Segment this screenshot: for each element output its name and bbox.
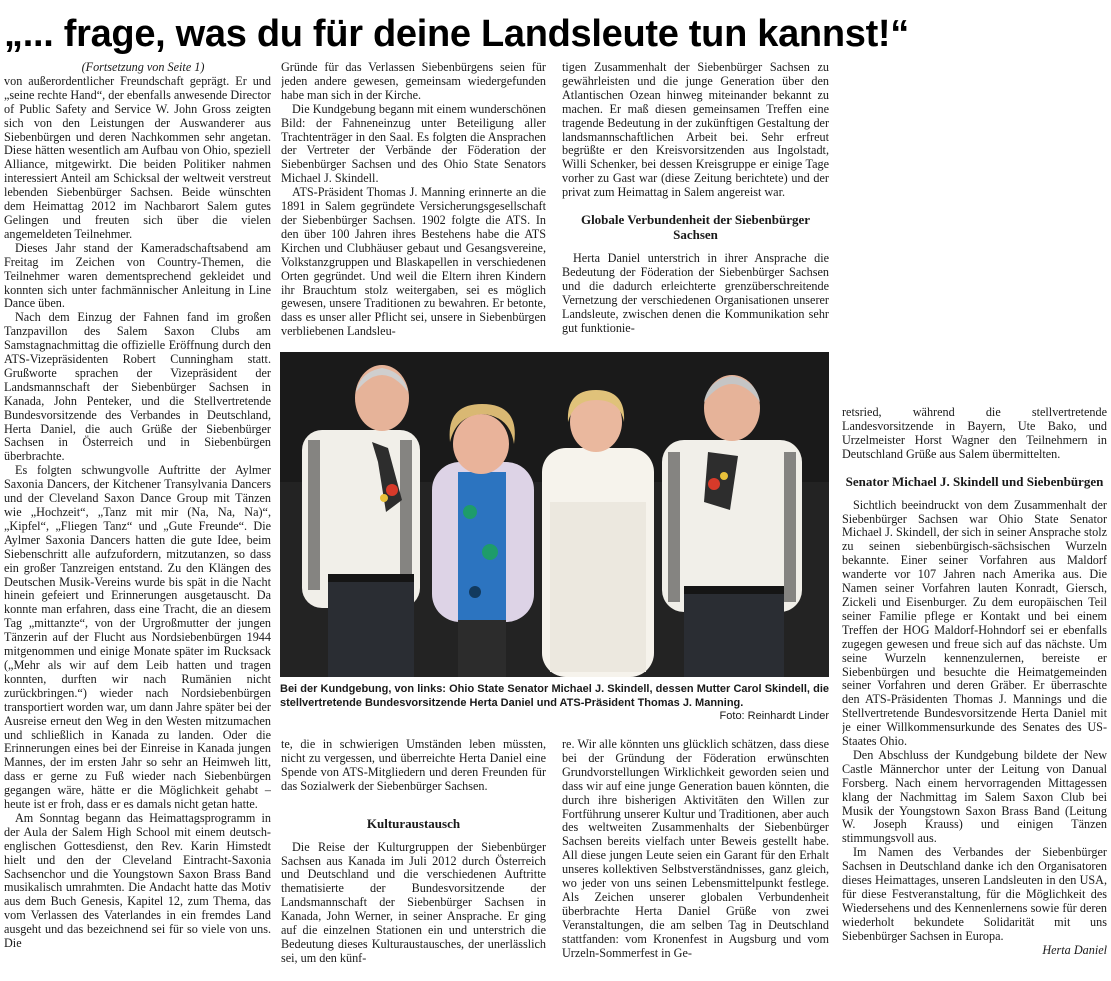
- article-column-1: [4, 61, 271, 978]
- author-signature: Herta Daniel: [1042, 942, 1107, 957]
- paragraph: te, die in schwierigen Umständen leben müssten, nicht zu vergessen, und überreichte Herta Daniel eine Spende von ATS-Mitgliedern und deren Freunden für das Sozialwerk der Siebenbürger Sachsen.: [281, 738, 546, 793]
- subheading-kulturaustausch: Kulturaustausch: [366, 815, 461, 831]
- paragraph: Sichtlich beeindruckt von dem Zusammenhalt der Siebenbürger Sachsen war Ohio State Senator Michael J. Skindell, der sich in seiner Ansprache stolz zu seinen siebenbürgisch-sächsischen Wurzeln bekannte. Einer seiner Vorfahren aus Maldorf wanderte vor 107 Jahren nach Amerika aus. Die Namen seiner Vorfahren lauten Konradt, Giersch, Zickeli und Eisenburger. Zu dem europäischen Teil seiner Familie pflege er Kontakt und bei einem Treffen der HOG Maldorf-Hohndorf sei er ebenfalls zugegen gewesen und freue sich auf das nächste. Um seine Wurzeln kennenzulernen, bereiste er Siebenbürgen und besuchte die Heimatgemeinden seiner Vorfahren und deren Gräber. Er überraschte den ATS-Präsidenten Thomas J. Mannings und die Stellvertretende Bundesvorsitzende Herta Daniel mit je einer Willkommensurkunde des Senates des US-Staates Ohio.: [842, 497, 1107, 749]
- paragraph: Nach dem Einzug der Fahnen fand im großen Tanzpavillon des Salem Saxon Clubs am Samstagnachmittag die offizielle Eröffnung durch den ATS-Vizepräsidenten Robert Cunningham statt. Grußworte sprachen der Vizepräsident der Landsmannschaft der Siebenbürger Sachsen in Kanada, John Penteker, und die Stellvertretende Bundesvorsitzende des Verbandes in Deutschland, Herta Daniel, die auch Grüße der Siebenbürger Sachsen in Österreich und in Siebenbürgen überbrachte.: [4, 310, 271, 464]
- paragraph: Den Abschluss der Kundgebung bildete der New Castle Männerchor unter der Leitung von Danual Forsberg. Nach einem hervorragenden Mittagessen klang der Nachmittag im Salem Saxon Club bei Musik der Youngstown Saxon Brass Band (Leitung W. Joseph Krauss) und einigen Tänzen stimmungsvoll aus.: [842, 747, 1107, 846]
- paragraph: Gründe für das Verlassen Siebenbürgens seien für jeden andere gewesen, gemeinsam wiedergefunden habe man sich in der Kirche.: [281, 61, 546, 102]
- subheading-senator-skindell: Senator Michael J. Skindell und Siebenbürgen: [845, 473, 1104, 489]
- paragraph: Es folgten schwungvolle Auftritte der Aylmer Saxonia Dancers, der Kitchener Transylvania Dancers und der Cleveland Saxon Dance Group mit Tänzen wie „Hochzeit“, „Tanz mit mir (Na, Na, Na)“, „Kipfel“, „Fliegen Tanz“ und „Gute Freunde“. Die Aylmer Saxonia Dancers hatten die gute Idee, beim Siebenschritt alle aufzufordern, mitzutanzen, so dass ein großer Tanzreigen entstand. Zu den Klängen des Deutschen Musik-Vereins wurde bis spät in die Nacht hinein gefeiert und Erinnerungen ausgetauscht. Da konnte man erfahren, dass eine Tracht, die an diesem Tag „mittanzte“, von der Urgroßmutter der jungen Tänzerin auf der Flucht aus Nordsiebenbürgen 1944 mitgenommen und einige Monate später im Rucksack („Mehr als wir auf dem Leib hatten und tragen konnten, durften wir nach Rumänien nicht zurückbringen.“) wieder nach Nordsiebenbürgen transportiert worden war, um dann Jahre später bei der Ausreise erneut den Weg in den Westen mitzumachen und schließlich in Kanada zu landen. Oder die Erinnerungen eines bei der Einreise in Kanada jungen Mannes, der im ersten Jahr so sehr an Heimweh litt, dass er gerne zu Fuß wieder nach Siebenbürgen gegangen wäre, hätte er die Möglichkeit gehabt – heute ist er froh, dass er es damals nicht getan hatte.: [4, 463, 271, 812]
- paragraph: re. Wir alle könnten uns glücklich schätzen, dass diese bei der Gründung der Föderation erwünschten Grundvorstellungen Wirklichkeit geworden seien und dass wir auf eine junge Generation bauen könnten, die durch ihre bisherigen Aktivitäten den Willen zur Fortführung unserer Kultur und Traditionen, aber auch des weltweiten Zusammenhalts der Siebenbürger Sachsen bereits vielfach unter Beweis gestellt habe. All diese jungen Leute seien ein Garant für den Erhalt unseres kollektiven Selbstverständnisses, ganz gleich, wo jeder von uns seinen Lebensmittelpunkt festlege. Als Zeichen unserer globalen Verbundenheit überbrachte Herta Daniel Grüße von zwei Veranstaltungen, die am selben Tag in Deutschland stattfanden: vom Kronenfest in Augsburg und vom Urzeln-Sommerfest in Ge-: [562, 738, 829, 960]
- photo-credit: Foto: Reinhardt Linder: [719, 710, 829, 723]
- photo-caption: [280, 683, 829, 724]
- paragraph: Die Kundgebung begann mit einem wunderschönen Bild: der Fahneneinzug unter Beteiligung aller Trachtenträger in den Saal. Es folgten die Ansprachen der Vertreter der Verbände der Föderation der Siebenbürger Sachsen und des Ohio State Senators Michael J. Skindell.: [281, 101, 546, 186]
- paragraph: ATS-Präsident Thomas J. Manning erinnerte an die 1891 in Salem gegründete Versicherungsgesellschaft der Siebenbürger Sachsen. 1902 folgte die ATS. In den über 100 Jahren ihres Bestehens habe die ATS Kirchen und Clubhäuser gebaut und Gesangsvereine, Volkstanzgruppen und Blaskapellen in verschiedenen Orten gegründet. Und weil die Eltern ihren Kindern ihr Brauchtum stolz weitergaben, sei es möglich gewesen, unsere Traditionen zu bewahren. Er betonte, dass es unser aller Pflicht sei, unsere in Siebenbürgen verbliebenen Landsleu-: [281, 185, 546, 339]
- article-column-2-top: [281, 61, 546, 347]
- photo-illustration: [280, 352, 829, 677]
- article-column-2-bottom: [281, 738, 546, 978]
- paragraph: Dieses Jahr stand der Kameradschaftsabend am Freitag im Zeichen von Country-Themen, die Teilnehmer waren dementsprechend gekleidet und konnten sich unter fachmännischer Anleitung in Line Dance üben.: [4, 240, 271, 311]
- article-column-3-top: [562, 61, 829, 347]
- paragraph: Die Reise der Kulturgruppen der Siebenbürger Sachsen aus Kanada im Juli 2012 durch Österreich und Deutschland und die verschiedenen Auftritte thematisierte der Bundesvorsitzende der Landsmannschaft der Siebenbürger Sachsen in Kanada, John Werner, in seiner Ansprache. Er ging auf die einzelnen Stationen ein und unterstrich die Bedeutung dieses Kulturaustausches, der unerlässlich sei, um den künf-: [281, 839, 546, 965]
- paragraph: Herta Daniel unterstrich in ihrer Ansprache die Bedeutung der Föderation der Siebenbürger Sachsen und die dadurch erleichterte grenzüberschreitende Vernetzung der verschiedenen Organisationen unserer Landsleute, zwischen denen die Kommunikation sehr gut funktionie-: [562, 251, 829, 335]
- group-photo: [280, 352, 829, 677]
- subheading-globale-verbundenheit: Globale Verbundenheit der Siebenbürger Sachsen: [580, 212, 811, 243]
- continuation-note: (Fortsetzung von Seite 1): [81, 61, 205, 74]
- paragraph: tigen Zusammenhalt der Siebenbürger Sachsen zu gewährleisten und die junge Generation über den Atlantischen Ozean hinweg miteinander bekannt zu machen. Er maß diesen gemeinsamen Treffen eine tragende Bedeutung in der zukünftigen Gestaltung der landsmannschaftlichen Arbeit bei. Sehr erfreut begrüßte er den Kreisvorsitzenden aus Ingolstadt, Willi Schenker, bei dessen Kreisgruppe er einige Tage vorher zu Gast war (diese Zeitung berichtete) und der privat zum Heimattag in Salem angereist war.: [562, 61, 829, 200]
- paragraph: retsried, während die stellvertretende Landesvorsitzende in Bayern, Ute Bako, und Urzelmeister Horst Wagner den Teilnehmern in Deutschland Grüße aus Salem übermittelten.: [842, 406, 1107, 461]
- headline: „... frage, was du für deine Landsleute tun kannst!“: [4, 13, 909, 55]
- paragraph: Am Sonntag begann das Heimattagsprogramm in der Aula der Salem High School mit einem deutsch-englischen Gottesdienst, den Rev. Karin Himstedt hielt und den der Cleveland Eintracht-Saxonia Sachsenchor und die Youngstown Saxon Brass Band musikalisch umrahmten. Die Andacht hatte das Motiv aus dem Buch Genesis, Kapitel 12, zum Thema, das vom Verlassen des Vaterlandes in ein fremdes Land ausgeht und das bezeichnend sei für so viele von uns. Die: [4, 810, 271, 951]
- paragraph: Im Namen des Verbandes der Siebenbürger Sachsen in Deutschland danke ich den Organisatoren dieses Heimattages, unseren Landsleuten in den USA, für diese Festveranstaltung, für die Möglichkeit des Wiedersehens und des Kennenlernens sowie für deren wiederholt bekundete Solidarität mit uns Siebenbürger Sachsen in Europa.: [842, 845, 1107, 943]
- article-column-3-bottom: [562, 738, 829, 978]
- paragraph: von außerordentlicher Freundschaft geprägt. Er und „seine rechte Hand“, der ebenfalls anwesende Director of Public Safety and Service W. John Gross zeigten sich von den Leistungen der Auswanderer aus Siebenbürgen und deren Nachkommen sehr angetan. Diese hätten wesentlich am Aufbau von Ohio, speziell Alliance, mitgewirkt. Die beiden Politiker nahmen interessiert Anteil am Schicksal der weltweit verstreut lebenden Siebenbürger Sachsen. Beide wünschten dem Heimattag 2012 im Nachbarort Salem gutes Gelingen und freuten sich über die vielen angemeldeten Teilnehmer.: [4, 73, 271, 241]
- caption-text: Bei der Kundgebung, von links: Ohio State Senator Michael J. Skindell, dessen Mutter Carol Skindell, die stellvertretende Bundesvorsitzende Herta Daniel und ATS-Präsident Thomas J. Manning.: [280, 683, 829, 709]
- article-column-4: [842, 406, 1107, 978]
